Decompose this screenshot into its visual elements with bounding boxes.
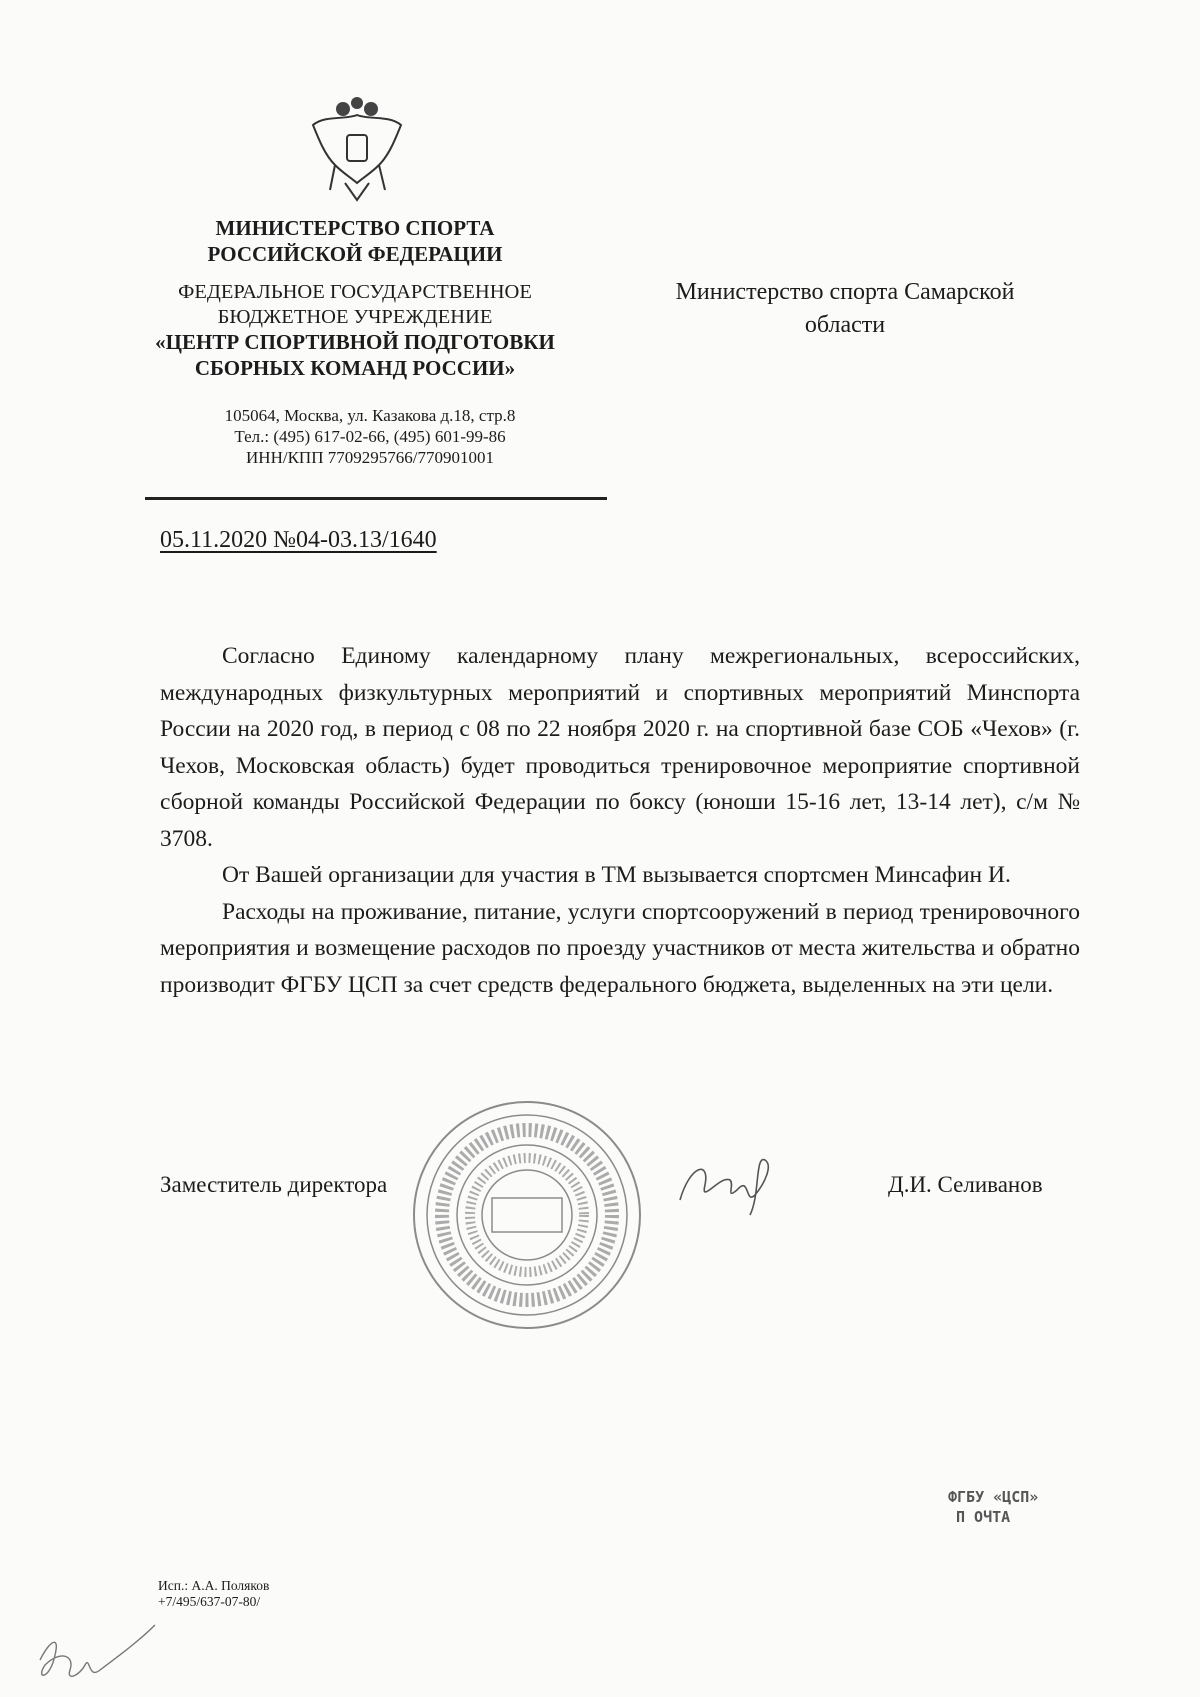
reference-number: 05.11.2020 №04-03.13/1640 <box>160 527 437 553</box>
ministry-name <box>140 215 570 267</box>
post-stamp-line: ФГБУ «ЦСП» <box>948 1488 1039 1506</box>
organization-contacts <box>170 405 570 468</box>
letter-body <box>160 638 1080 1003</box>
recipient-line: области <box>804 312 886 338</box>
org-line: СБОРНЫХ КОМАНД РОССИИ» <box>194 356 516 380</box>
org-line: ФЕДЕРАЛЬНОЕ ГОСУДАРСТВЕННОЕ <box>178 281 532 303</box>
executor-name: Исп.: А.А. Поляков <box>158 1578 270 1593</box>
recipient <box>640 276 1050 342</box>
inn-kpp: ИНН/КПП 7709295766/770901001 <box>246 448 494 467</box>
header-divider <box>145 497 607 500</box>
executor-phone: +7/495/637-07-80/ <box>158 1594 261 1609</box>
handwritten-signature <box>675 1155 780 1220</box>
phone: Тел.: (495) 617-02-66, (495) 601-99-86 <box>234 427 506 446</box>
organization-name <box>140 280 570 382</box>
org-line: БЮДЖЕТНОЕ УЧРЕЖДЕНИЕ <box>217 306 493 328</box>
recipient-line: Министерство спорта Самарской <box>675 279 1015 305</box>
paragraph: Согласно Единому календарному плану межрегиональных, всероссийских, международных физкультурных мероприятий и спортивных мероприятий Минспорта России на 2020 год, в период с 08 по 22 ноября 2020 г. на спортивной базе СОБ «Чехов» (г. Чехов, Московская область) будет проводиться тренировочное мероприятие спортивной сборной команды Российской Федерации по боксу (юноши 15-16 лет, 13-14 лет), с/м № 3708. <box>160 643 1080 852</box>
address: 105064, Москва, ул. Казакова д.18, стр.8 <box>224 406 516 425</box>
post-stamp-line: П ОЧТА <box>956 1508 1011 1526</box>
signatory-title: Заместитель директора <box>160 1172 388 1197</box>
official-seal <box>410 1098 645 1333</box>
post-stamp <box>948 1487 1038 1527</box>
coat-of-arms-emblem <box>305 95 410 205</box>
ministry-line: МИНИСТЕРСТВО СПОРТА <box>215 216 495 240</box>
paragraph: Расходы на проживание, питание, услуги спортсооружений в период тренировочного мероприятия и возмещение расходов по проезду участников от места жительства и обратно производит ФГБУ ЦСП за счет средств федерального бюджета, выделенных на эти цели. <box>160 898 1080 998</box>
signatory-name: Д.И. Селиванов <box>888 1172 1043 1197</box>
ministry-line: РОССИЙСКОЙ ФЕДЕРАЦИИ <box>207 242 503 266</box>
executor-info <box>158 1578 269 1610</box>
paragraph: От Вашей организации для участия в ТМ вызывается спортсмен Минсафин И. <box>222 862 1011 888</box>
initials-signature <box>30 1620 160 1690</box>
org-line: «ЦЕНТР СПОРТИВНОЙ ПОДГОТОВКИ <box>155 330 555 354</box>
